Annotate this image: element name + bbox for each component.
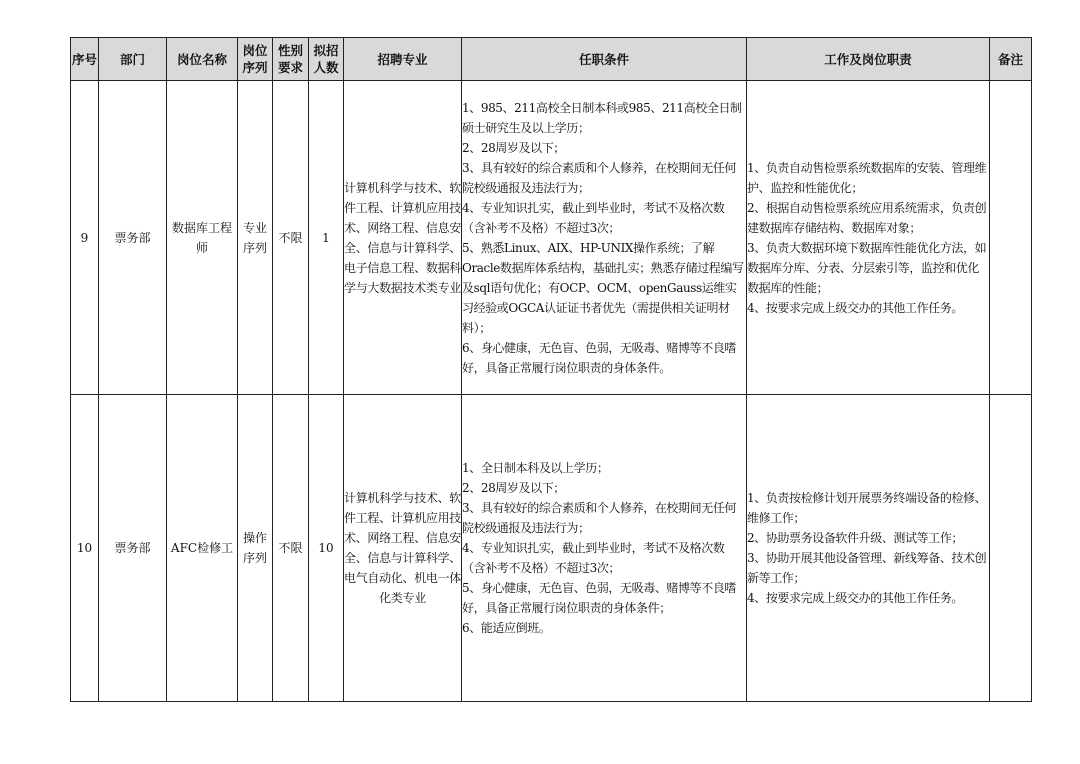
cell-requirements bbox=[462, 81, 747, 395]
cell-gender: 不限 bbox=[273, 395, 309, 702]
duty-item: 3、负责大数据环境下数据库性能优化方法，如数据库分库、分表、分层索引等，监控和优化数据库的性能； bbox=[747, 240, 987, 295]
duty-item: 4、按要求完成上级交办的其他工作任务。 bbox=[747, 591, 964, 605]
cell-position: 数据库工程师 bbox=[167, 81, 238, 395]
header-gender: 性别要求 bbox=[273, 38, 309, 81]
duty-item: 1、负责自动售检票系统数据库的安装、管理维护、监控和性能优化； bbox=[747, 160, 987, 195]
header-major: 招聘专业 bbox=[344, 38, 462, 81]
cell-position: AFC检修工 bbox=[167, 395, 238, 702]
requirement-item: 3、具有较好的综合素质和个人修养，在校期间无任何院校级通报及违法行为； bbox=[462, 160, 737, 195]
cell-sequence: 专业序列 bbox=[238, 81, 273, 395]
cell-requirements bbox=[462, 395, 747, 702]
header-position: 岗位名称 bbox=[167, 38, 238, 81]
cell-dept: 票务部 bbox=[99, 395, 167, 702]
header-row bbox=[71, 38, 1032, 81]
cell-sequence: 操作序列 bbox=[238, 395, 273, 702]
requirement-item: 3、具有较好的综合素质和个人修养，在校期间无任何院校级通报及违法行为； bbox=[462, 501, 737, 535]
requirement-item: 1、全日制本科及以上学历； bbox=[462, 461, 609, 475]
cell-gender: 不限 bbox=[273, 81, 309, 395]
header-no: 序号 bbox=[71, 38, 99, 81]
requirement-item: 1、985、211高校全日制本科或985、211高校全日制硕士研究生及以上学历； bbox=[462, 100, 742, 135]
cell-count: 1 bbox=[309, 81, 344, 395]
duty-item: 4、按要求完成上级交办的其他工作任务。 bbox=[747, 300, 964, 315]
duty-item: 1、负责按检修计划开展票务终端设备的检修、维修工作； bbox=[747, 491, 987, 525]
header-dept: 部门 bbox=[99, 38, 167, 81]
header-requirements: 任职条件 bbox=[462, 38, 747, 81]
requirement-item: 6、身心健康，无色盲、色弱，无吸毒、赌博等不良嗜好，具备正常履行岗位职责的身体条件。 bbox=[462, 340, 737, 375]
duty-item: 2、根据自动售检票系统应用系统需求，负责创建数据库存储结构、数据库对象； bbox=[747, 200, 987, 235]
requirement-item: 5、身心健康，无色盲、色弱，无吸毒、赌博等不良嗜好，具备正常履行岗位职责的身体条件； bbox=[462, 581, 737, 615]
requirement-item: 2、28周岁及以下； bbox=[462, 140, 565, 155]
cell-no: 10 bbox=[71, 395, 99, 702]
table-row bbox=[71, 395, 1032, 702]
header-duties: 工作及岗位职责 bbox=[747, 38, 990, 81]
requirement-item: 5、熟悉Linux、AIX、HP-UNIX操作系统；了解Oracle数据库体系结构，基础扎实；熟悉存储过程编写及sql语句优化；有OCP、OCM、openGauss运维实习经验或OGCA认证证书者优先（需提供相关证明材料）； bbox=[462, 240, 744, 335]
cell-dept: 票务部 bbox=[99, 81, 167, 395]
header-remark: 备注 bbox=[990, 38, 1032, 81]
table-row bbox=[71, 81, 1032, 395]
requirement-item: 2、28周岁及以下； bbox=[462, 481, 565, 495]
cell-duties bbox=[747, 81, 990, 395]
header-count: 拟招人数 bbox=[309, 38, 344, 81]
cell-no: 9 bbox=[71, 81, 99, 395]
cell-major: 计算机科学与技术、软件工程、计算机应用技术、网络工程、信息安全、信息与计算科学、电子信息工程、数据科学与大数据技术类专业 bbox=[344, 81, 462, 395]
duty-item: 2、协助票务设备软件升级、测试等工作； bbox=[747, 531, 964, 545]
header-sequence: 岗位序列 bbox=[238, 38, 273, 81]
requirement-item: 4、专业知识扎实，截止到毕业时，考试不及格次数（含补考不及格）不超过3次； bbox=[462, 541, 725, 575]
requirement-item: 4、专业知识扎实，截止到毕业时，考试不及格次数（含补考不及格）不超过3次； bbox=[462, 200, 725, 235]
duty-item: 3、协助开展其他设备管理、新线筹备、技术创新等工作； bbox=[747, 551, 987, 585]
cell-count: 10 bbox=[309, 395, 344, 702]
cell-remark bbox=[990, 81, 1032, 395]
requirement-item: 6、能适应倒班。 bbox=[462, 621, 551, 635]
cell-major: 计算机科学与技术、软件工程、计算机应用技术、网络工程、信息安全、信息与计算科学、电气自动化、机电一体化类专业 bbox=[344, 395, 462, 702]
cell-duties bbox=[747, 395, 990, 702]
recruitment-table bbox=[70, 37, 1032, 702]
cell-remark bbox=[990, 395, 1032, 702]
